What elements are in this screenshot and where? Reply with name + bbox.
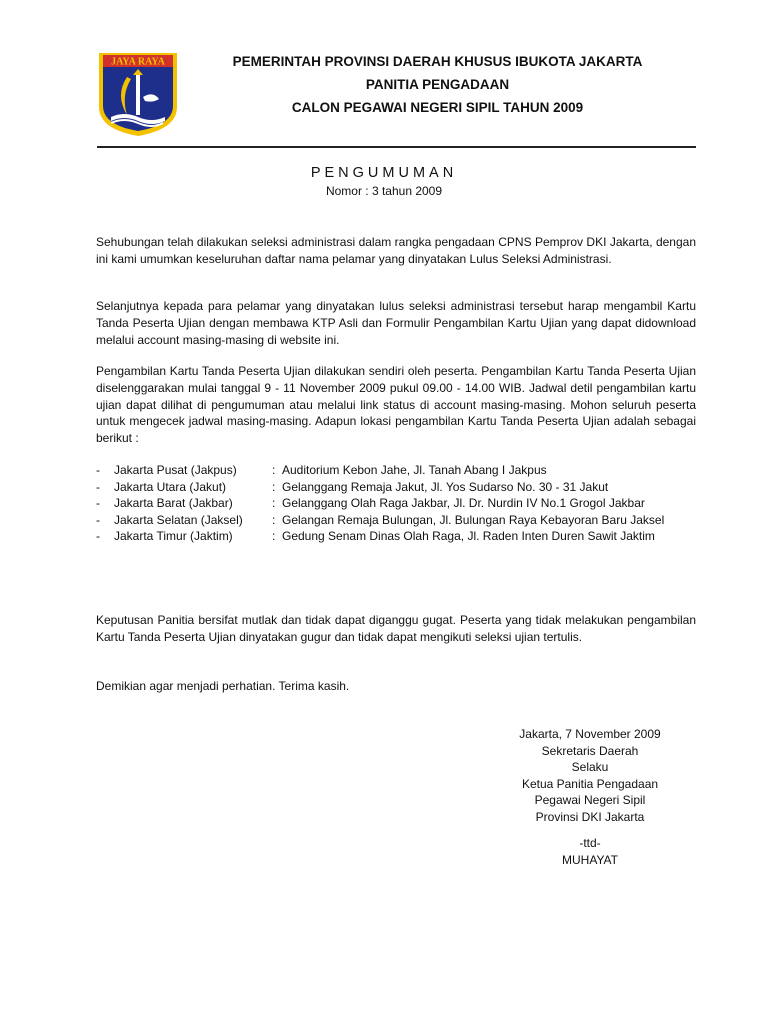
location-city: Jakarta Barat (Jakbar) (114, 496, 233, 511)
location-list (96, 462, 696, 545)
svg-text:JAYA RAYA: JAYA RAYA (111, 56, 165, 68)
signature-block (490, 726, 690, 868)
list-dash: - (96, 512, 100, 527)
list-dash: - (96, 463, 100, 477)
location-city: Jakarta Timur (Jaktim) (114, 529, 233, 544)
header-line-cpns: CALON PEGAWAI NEGERI SIPIL TAHUN 2009 (291, 100, 584, 115)
paragraph-intro: Sehubungan telah dilakukan seleksi administrasi dalam rangka pengadaan CPNS Pemprov DKI Jakarta, dengan ini kami umumkan keseluruhan daftar nama pelamar yang dinyatakan Lulus Seleksi Administrasi. (96, 235, 696, 266)
paragraph-schedule: Pengambilan Kartu Tanda Peserta Ujian dilakukan sendiri oleh peserta. Pengambilan Kartu Tanda Peserta Ujian diselenggarakan mulai tanggal 9 - 11 November 2009 pukul 09.00 - 14.00 WIB. Jadwal detil pengambilan kartu ujian dapat dilihat di pengumuman atau melalui link status di account masing-masing. Mohon seluruh peserta untuk mengecek jadwal masing-masing. Adapun lokasi pengambilan Kartu Tanda Peserta Ujian adalah sebagai berikut : (96, 364, 696, 446)
signature-ttd: -ttd- (579, 836, 601, 850)
location-place: Gelanggang Remaja Jakut, Jl. Yos Sudarso No. 30 - 31 Jakut (282, 479, 609, 494)
list-item (96, 479, 696, 496)
signature-line: Pegawai Negeri Sipil (534, 793, 646, 807)
list-colon: : (272, 463, 276, 477)
signature-line: Selaku (571, 760, 609, 774)
paragraph-closing: Demikian agar menjadi perhatian. Terima kasih. (96, 679, 350, 693)
list-item (96, 495, 696, 512)
signature-place-date: Jakarta, 7 November 2009 (519, 727, 661, 741)
list-item (96, 512, 696, 529)
document-title: PENGUMUMAN (310, 165, 458, 181)
location-place: Gelanggang Olah Raga Jakbar, Jl. Dr. Nurdin IV No.1 Grogol Jakbar (282, 496, 645, 511)
jaya-raya-emblem (97, 51, 179, 137)
location-place: Gedung Senam Dinas Olah Raga, Jl. Raden Inten Duren Sawit Jaktim (282, 529, 655, 544)
location-place: Gelangan Remaja Bulungan, Jl. Bulungan Raya Kebayoran Baru Jaksel (282, 512, 665, 527)
signature-line: Provinsi DKI Jakarta (535, 809, 645, 824)
list-dash: - (96, 496, 100, 511)
location-place: Auditorium Kebon Jahe, Jl. Tanah Abang I Jakpus (282, 463, 547, 477)
list-colon: : (272, 496, 276, 511)
header-line-government: PEMERINTAH PROVINSI DAERAH KHUSUS IBUKOTA JAKARTA (232, 54, 643, 69)
location-city: Jakarta Selatan (Jaksel) (114, 512, 243, 527)
list-colon: : (272, 479, 276, 494)
list-colon: : (272, 512, 276, 527)
signature-line: Ketua Panitia Pengadaan (521, 776, 659, 791)
list-item (96, 528, 696, 545)
paragraph-instructions: Selanjutnya kepada para pelamar yang dinyatakan lulus seleksi administrasi tersebut harap mengambil Kartu Tanda Peserta Ujian dengan membawa KTP Asli dan Formulir Pengambilan Kartu Ujian yang dapat didownload melalui account masing-masing di website ini. (96, 299, 696, 347)
location-city: Jakarta Pusat (Jakpus) (114, 463, 237, 477)
header-divider (97, 146, 696, 148)
header-line-committee: PANITIA PENGADAAN (365, 77, 510, 92)
paragraph-decision: Keputusan Panitia bersifat mutlak dan tidak dapat diganggu gugat. Peserta yang tidak melakukan pengambilan Kartu Tanda Peserta Ujian dinyatakan gugur dan tidak dapat mengikuti seleksi ujian tertulis. (96, 613, 696, 644)
signatory-name: MUHAYAT (562, 852, 618, 867)
document-number: Nomor : 3 tahun 2009 (325, 184, 443, 198)
list-dash: - (96, 479, 100, 494)
signature-line: Sekretaris Daerah (541, 743, 639, 758)
list-dash: - (96, 529, 100, 544)
list-colon: : (272, 529, 276, 544)
location-city: Jakarta Utara (Jakut) (114, 479, 227, 494)
list-item (96, 462, 696, 479)
